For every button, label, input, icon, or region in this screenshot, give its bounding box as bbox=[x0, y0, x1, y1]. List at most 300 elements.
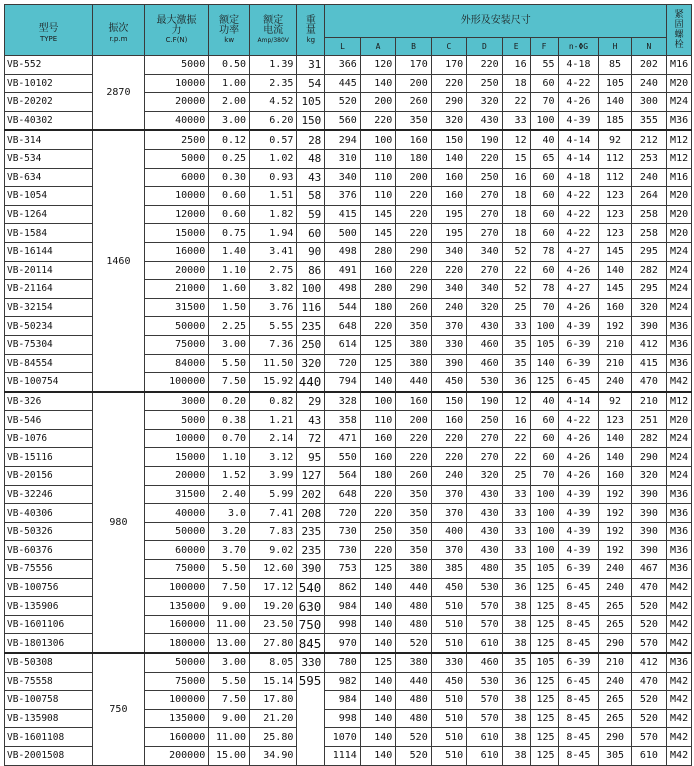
cell-dim: 110 bbox=[360, 168, 395, 187]
cell-dim: 35 bbox=[502, 354, 530, 373]
cell-dim: 794 bbox=[325, 373, 360, 392]
cell-value: 10000 bbox=[144, 429, 209, 448]
cell-dim: 491 bbox=[325, 261, 360, 280]
cell-dim: 998 bbox=[325, 615, 360, 634]
cell-dim: 125 bbox=[530, 597, 558, 616]
cell-dim: 12 bbox=[502, 130, 530, 149]
cell-value: 21000 bbox=[144, 280, 209, 299]
cell-value: 15000 bbox=[144, 448, 209, 467]
cell-dim: 4-26 bbox=[558, 93, 599, 112]
cell-dim: 340 bbox=[431, 280, 466, 299]
cell-value: 11.00 bbox=[209, 615, 250, 634]
cell-dim: 190 bbox=[467, 130, 502, 149]
cell-dim: 310 bbox=[325, 149, 360, 168]
cell-dim: 60 bbox=[530, 261, 558, 280]
cell-dim: M36 bbox=[667, 111, 692, 130]
cell-dim: M42 bbox=[667, 672, 692, 691]
cell-dim: 984 bbox=[325, 597, 360, 616]
cell-dim: 220 bbox=[360, 111, 395, 130]
cell-dim: 160 bbox=[360, 429, 395, 448]
cell-dim: 570 bbox=[467, 597, 502, 616]
cell-value: 2.14 bbox=[250, 429, 297, 448]
cell-dim: 125 bbox=[360, 560, 395, 579]
cell-value: 180000 bbox=[144, 634, 209, 653]
cell-dim: 35 bbox=[502, 335, 530, 354]
cell-dim: 390 bbox=[631, 541, 667, 560]
cell-value: 1.60 bbox=[209, 280, 250, 299]
cell-dim: 140 bbox=[360, 373, 395, 392]
cell-dim: 180 bbox=[360, 467, 395, 486]
cell-value: 19.20 bbox=[250, 597, 297, 616]
cell-dim: 100 bbox=[530, 522, 558, 541]
cell-weight: 43 bbox=[297, 168, 325, 187]
cell-dim: 100 bbox=[530, 111, 558, 130]
cell-dim: 330 bbox=[431, 653, 466, 672]
cell-dim: 125 bbox=[360, 335, 395, 354]
cell-value: 1.51 bbox=[250, 187, 297, 206]
cell-value: 9.00 bbox=[209, 597, 250, 616]
cell-dim: 60 bbox=[530, 205, 558, 224]
cell-dim: 460 bbox=[467, 354, 502, 373]
cell-value: 200000 bbox=[144, 746, 209, 765]
cell-dim: 160 bbox=[599, 467, 631, 486]
cell-dim: 125 bbox=[360, 653, 395, 672]
cell-dim: 240 bbox=[599, 373, 631, 392]
cell-value: 3.00 bbox=[209, 335, 250, 354]
cell-model: VB-1584 bbox=[5, 224, 93, 243]
header-speed bbox=[93, 5, 145, 56]
cell-dim: 4-26 bbox=[558, 467, 599, 486]
cell-value: 34.90 bbox=[250, 746, 297, 765]
cell-dim: 358 bbox=[325, 411, 360, 430]
header-power-unit: kw bbox=[224, 35, 235, 44]
cell-dim: 105 bbox=[530, 653, 558, 672]
cell-weight: 235 bbox=[297, 317, 325, 336]
cell-dim: 125 bbox=[530, 634, 558, 653]
cell-dim: 145 bbox=[599, 242, 631, 261]
cell-dim: 295 bbox=[631, 242, 667, 261]
cell-value: 3.00 bbox=[209, 111, 250, 130]
cell-dim: 265 bbox=[599, 709, 631, 728]
cell-dim: 984 bbox=[325, 691, 360, 710]
cell-dim: 265 bbox=[599, 615, 631, 634]
cell-dim: 140 bbox=[360, 615, 395, 634]
cell-dim: 220 bbox=[431, 448, 466, 467]
cell-dim: 544 bbox=[325, 298, 360, 317]
cell-value: 100000 bbox=[144, 691, 209, 710]
cell-dim: 192 bbox=[599, 522, 631, 541]
cell-dim: M12 bbox=[667, 149, 692, 168]
cell-dim: 105 bbox=[599, 74, 631, 93]
cell-dim: 15 bbox=[502, 149, 530, 168]
cell-dim: 38 bbox=[502, 746, 530, 765]
cell-dim: 35 bbox=[502, 560, 530, 579]
cell-dim: 520 bbox=[631, 691, 667, 710]
cell-dim: 8-45 bbox=[558, 746, 599, 765]
cell-weight: 48 bbox=[297, 149, 325, 168]
cell-model: VB-20202 bbox=[5, 93, 93, 112]
cell-dim: M24 bbox=[667, 448, 692, 467]
header-dim-1: A bbox=[360, 38, 395, 56]
cell-weight: 43 bbox=[297, 411, 325, 430]
cell-dim: 530 bbox=[467, 672, 502, 691]
cell-dim: 140 bbox=[360, 634, 395, 653]
cell-weight: 28 bbox=[297, 130, 325, 149]
cell-dim: 380 bbox=[396, 354, 431, 373]
cell-dim: 720 bbox=[325, 354, 360, 373]
cell-dim: 78 bbox=[530, 280, 558, 299]
table-row bbox=[5, 392, 692, 411]
cell-dim: 4-18 bbox=[558, 56, 599, 75]
cell-dim: 470 bbox=[631, 373, 667, 392]
cell-model: VB-16144 bbox=[5, 242, 93, 261]
cell-dim: 500 bbox=[325, 224, 360, 243]
cell-dim: 123 bbox=[599, 187, 631, 206]
cell-dim: 145 bbox=[360, 205, 395, 224]
header-model bbox=[5, 5, 93, 56]
cell-dim: 6-39 bbox=[558, 560, 599, 579]
cell-dim: 180 bbox=[360, 298, 395, 317]
cell-value: 6000 bbox=[144, 168, 209, 187]
cell-dim: 220 bbox=[396, 205, 431, 224]
cell-value: 15.00 bbox=[209, 746, 250, 765]
cell-dim: 6-39 bbox=[558, 335, 599, 354]
cell-dim: M24 bbox=[667, 298, 692, 317]
cell-weight: 235 bbox=[297, 522, 325, 541]
cell-dim: 390 bbox=[631, 317, 667, 336]
cell-dim: 4-14 bbox=[558, 149, 599, 168]
cell-dim: 52 bbox=[502, 242, 530, 261]
cell-dim: 340 bbox=[325, 168, 360, 187]
cell-dim: 140 bbox=[599, 261, 631, 280]
cell-dim: 720 bbox=[325, 504, 360, 523]
cell-dim: 510 bbox=[431, 709, 466, 728]
cell-weight: 58 bbox=[297, 187, 325, 206]
header-current-unit: Amp/380V bbox=[257, 36, 289, 44]
cell-dim: 350 bbox=[396, 111, 431, 130]
cell-weight: 116 bbox=[297, 298, 325, 317]
cell-dim: 4-26 bbox=[558, 298, 599, 317]
cell-dim: M36 bbox=[667, 335, 692, 354]
cell-dim: 355 bbox=[631, 111, 667, 130]
cell-dim: 240 bbox=[599, 672, 631, 691]
cell-dim: 4-26 bbox=[558, 448, 599, 467]
cell-dim: 18 bbox=[502, 74, 530, 93]
header-weight-unit: kg bbox=[306, 35, 316, 44]
cell-dim: 6-39 bbox=[558, 354, 599, 373]
cell-dim: 200 bbox=[396, 411, 431, 430]
cell-dim: M20 bbox=[667, 187, 692, 206]
cell-dim: 520 bbox=[631, 709, 667, 728]
cell-dim: 520 bbox=[325, 93, 360, 112]
cell-dim: 340 bbox=[467, 242, 502, 261]
spec-table-container bbox=[4, 4, 692, 766]
cell-dim: 430 bbox=[467, 111, 502, 130]
cell-dim: 16 bbox=[502, 411, 530, 430]
cell-value: 21.20 bbox=[250, 709, 297, 728]
cell-dim: M20 bbox=[667, 74, 692, 93]
cell-dim: 112 bbox=[599, 149, 631, 168]
cell-model: VB-546 bbox=[5, 411, 93, 430]
cell-value: 20000 bbox=[144, 261, 209, 280]
cell-dim: 560 bbox=[325, 111, 360, 130]
cell-value: 50000 bbox=[144, 653, 209, 672]
cell-value: 11.00 bbox=[209, 728, 250, 747]
cell-dim: 220 bbox=[431, 261, 466, 280]
header-power-label: 额定功率 bbox=[219, 14, 240, 36]
cell-dim: 240 bbox=[431, 298, 466, 317]
cell-value: 0.57 bbox=[250, 130, 297, 149]
header-dim-2: B bbox=[396, 38, 431, 56]
cell-dim: 220 bbox=[467, 149, 502, 168]
cell-dim: 350 bbox=[396, 522, 431, 541]
cell-dim: 385 bbox=[431, 560, 466, 579]
cell-dim: M24 bbox=[667, 242, 692, 261]
cell-dim: 253 bbox=[631, 149, 667, 168]
cell-model: VB-634 bbox=[5, 168, 93, 187]
cell-dim: 510 bbox=[431, 634, 466, 653]
cell-dim: 100 bbox=[530, 485, 558, 504]
cell-dim: 60 bbox=[530, 187, 558, 206]
cell-dim: 250 bbox=[467, 74, 502, 93]
cell-dim: 753 bbox=[325, 560, 360, 579]
cell-value: 1.10 bbox=[209, 448, 250, 467]
cell-weight: 235 bbox=[297, 541, 325, 560]
cell-dim: 40 bbox=[530, 392, 558, 411]
cell-weight: 630 bbox=[297, 597, 325, 616]
cell-dim: 36 bbox=[502, 578, 530, 597]
cell-dim: M36 bbox=[667, 317, 692, 336]
cell-model: VB-60376 bbox=[5, 541, 93, 560]
cell-value: 1.00 bbox=[209, 74, 250, 93]
cell-dim: 140 bbox=[360, 597, 395, 616]
cell-dim: 614 bbox=[325, 335, 360, 354]
cell-value: 8.05 bbox=[250, 653, 297, 672]
cell-dim: 33 bbox=[502, 504, 530, 523]
cell-dim: M24 bbox=[667, 93, 692, 112]
cell-value: 3.20 bbox=[209, 522, 250, 541]
cell-dim: 192 bbox=[599, 485, 631, 504]
cell-model: VB-1601108 bbox=[5, 728, 93, 747]
cell-dim: 22 bbox=[502, 429, 530, 448]
cell-model: VB-534 bbox=[5, 149, 93, 168]
cell-dim: 294 bbox=[325, 130, 360, 149]
cell-dim: 40 bbox=[530, 130, 558, 149]
cell-dim: 123 bbox=[599, 224, 631, 243]
cell-value: 1.52 bbox=[209, 467, 250, 486]
cell-dim: 16 bbox=[502, 168, 530, 187]
cell-model: VB-32246 bbox=[5, 485, 93, 504]
cell-dim: 450 bbox=[431, 672, 466, 691]
cell-value: 1.10 bbox=[209, 261, 250, 280]
cell-dim: 550 bbox=[325, 448, 360, 467]
cell-dim: 33 bbox=[502, 485, 530, 504]
cell-dim: 110 bbox=[360, 411, 395, 430]
cell-dim: 390 bbox=[631, 504, 667, 523]
cell-dim: M36 bbox=[667, 485, 692, 504]
cell-weight: 60 bbox=[297, 224, 325, 243]
cell-dim: 400 bbox=[431, 522, 466, 541]
cell-dim: 8-45 bbox=[558, 634, 599, 653]
cell-dim: 220 bbox=[396, 448, 431, 467]
cell-value: 100000 bbox=[144, 373, 209, 392]
cell-weight: 31 bbox=[297, 56, 325, 75]
cell-value: 5.99 bbox=[250, 485, 297, 504]
cell-dim: 8-45 bbox=[558, 615, 599, 634]
cell-dim: 100 bbox=[530, 317, 558, 336]
cell-dim: 440 bbox=[396, 578, 431, 597]
cell-dim: 862 bbox=[325, 578, 360, 597]
cell-dim: 430 bbox=[467, 541, 502, 560]
header-force bbox=[144, 5, 209, 56]
cell-dim: 460 bbox=[467, 335, 502, 354]
cell-dim: 610 bbox=[467, 634, 502, 653]
cell-weight: 105 bbox=[297, 93, 325, 112]
spec-table bbox=[4, 4, 692, 766]
header-dim-4: D bbox=[467, 38, 502, 56]
cell-dim: M42 bbox=[667, 597, 692, 616]
cell-dim: 4-22 bbox=[558, 224, 599, 243]
cell-model: VB-32154 bbox=[5, 298, 93, 317]
cell-weight: 202 bbox=[297, 485, 325, 504]
cell-dim: 140 bbox=[599, 448, 631, 467]
header-bolt bbox=[667, 5, 692, 56]
cell-dim: M24 bbox=[667, 261, 692, 280]
cell-dim: 480 bbox=[396, 709, 431, 728]
cell-dim: 1070 bbox=[325, 728, 360, 747]
cell-dim: 220 bbox=[360, 485, 395, 504]
cell-model: VB-100756 bbox=[5, 578, 93, 597]
cell-value: 17.12 bbox=[250, 578, 297, 597]
cell-value: 31500 bbox=[144, 485, 209, 504]
cell-value: 160000 bbox=[144, 728, 209, 747]
cell-dim: 240 bbox=[631, 168, 667, 187]
cell-dim: 120 bbox=[360, 56, 395, 75]
cell-dim: 125 bbox=[360, 354, 395, 373]
cell-value: 3.70 bbox=[209, 541, 250, 560]
cell-value: 7.83 bbox=[250, 522, 297, 541]
cell-dim: 265 bbox=[599, 691, 631, 710]
cell-dim: 190 bbox=[467, 392, 502, 411]
cell-dim: M24 bbox=[667, 280, 692, 299]
cell-model: VB-1601106 bbox=[5, 615, 93, 634]
cell-dim: 480 bbox=[396, 691, 431, 710]
cell-model: VB-100758 bbox=[5, 691, 93, 710]
cell-dim: 123 bbox=[599, 411, 631, 430]
cell-dim: 610 bbox=[467, 746, 502, 765]
cell-value: 3.76 bbox=[250, 298, 297, 317]
cell-weight: 86 bbox=[297, 261, 325, 280]
cell-value: 15.92 bbox=[250, 373, 297, 392]
cell-dim: 25 bbox=[502, 298, 530, 317]
cell-dim: 480 bbox=[396, 615, 431, 634]
cell-dim: 780 bbox=[325, 653, 360, 672]
cell-dim: 192 bbox=[599, 504, 631, 523]
cell-dim: 295 bbox=[631, 280, 667, 299]
cell-dim: 100 bbox=[360, 130, 395, 149]
cell-dim: 570 bbox=[467, 709, 502, 728]
cell-dim: 33 bbox=[502, 541, 530, 560]
cell-value: 2.25 bbox=[209, 317, 250, 336]
cell-dim: M36 bbox=[667, 653, 692, 672]
cell-dim: 35 bbox=[502, 653, 530, 672]
cell-dim: 160 bbox=[431, 187, 466, 206]
cell-dim: 52 bbox=[502, 280, 530, 299]
cell-value: 7.41 bbox=[250, 504, 297, 523]
cell-dim: 340 bbox=[431, 242, 466, 261]
cell-dim: M12 bbox=[667, 392, 692, 411]
cell-dim: 123 bbox=[599, 205, 631, 224]
cell-value: 12.60 bbox=[250, 560, 297, 579]
cell-value: 10000 bbox=[144, 187, 209, 206]
cell-dim: 450 bbox=[431, 578, 466, 597]
cell-dim: 260 bbox=[396, 298, 431, 317]
cell-value: 2500 bbox=[144, 130, 209, 149]
cell-dim: 4-26 bbox=[558, 261, 599, 280]
cell-dim: 212 bbox=[631, 130, 667, 149]
cell-weight: 250 bbox=[297, 335, 325, 354]
cell-dim: 445 bbox=[325, 74, 360, 93]
cell-dim: 412 bbox=[631, 653, 667, 672]
cell-dim: 33 bbox=[502, 111, 530, 130]
cell-dim: 220 bbox=[396, 224, 431, 243]
cell-value: 27.80 bbox=[250, 634, 297, 653]
cell-dim: 270 bbox=[467, 187, 502, 206]
cell-dim: 145 bbox=[599, 280, 631, 299]
cell-dim: 92 bbox=[599, 392, 631, 411]
cell-dim: 340 bbox=[467, 280, 502, 299]
cell-dim: 125 bbox=[530, 373, 558, 392]
cell-value: 84000 bbox=[144, 354, 209, 373]
cell-dim: 4-27 bbox=[558, 242, 599, 261]
cell-value: 5000 bbox=[144, 149, 209, 168]
cell-dim: 460 bbox=[467, 653, 502, 672]
cell-dim: 430 bbox=[467, 485, 502, 504]
header-force-unit: C.F(N) bbox=[165, 35, 188, 44]
cell-value: 2.40 bbox=[209, 485, 250, 504]
cell-dim: 4-22 bbox=[558, 411, 599, 430]
cell-dim: 376 bbox=[325, 187, 360, 206]
cell-dim: 440 bbox=[396, 672, 431, 691]
cell-speed: 1460 bbox=[93, 130, 145, 391]
cell-dim: M42 bbox=[667, 728, 692, 747]
cell-dim: 380 bbox=[396, 653, 431, 672]
cell-dim: 498 bbox=[325, 242, 360, 261]
cell-dim: 730 bbox=[325, 522, 360, 541]
cell-dim: 520 bbox=[631, 615, 667, 634]
cell-dim: 60 bbox=[530, 411, 558, 430]
cell-weight: 150 bbox=[297, 111, 325, 130]
cell-model: VB-326 bbox=[5, 392, 93, 411]
cell-dim: 270 bbox=[467, 429, 502, 448]
cell-dim: 450 bbox=[431, 373, 466, 392]
cell-weight: 208 bbox=[297, 504, 325, 523]
header-dimensions: 外形及安装尺寸 bbox=[325, 5, 667, 38]
cell-dim: 328 bbox=[325, 392, 360, 411]
cell-dim: 510 bbox=[431, 615, 466, 634]
cell-dim: 33 bbox=[502, 317, 530, 336]
cell-value: 100000 bbox=[144, 578, 209, 597]
cell-dim: 330 bbox=[431, 335, 466, 354]
cell-value: 3.12 bbox=[250, 448, 297, 467]
cell-dim: 160 bbox=[599, 298, 631, 317]
cell-dim: 38 bbox=[502, 597, 530, 616]
cell-value: 0.20 bbox=[209, 392, 250, 411]
cell-dim: 430 bbox=[467, 504, 502, 523]
cell-dim: 160 bbox=[396, 130, 431, 149]
cell-dim: 85 bbox=[599, 56, 631, 75]
cell-dim: 470 bbox=[631, 578, 667, 597]
